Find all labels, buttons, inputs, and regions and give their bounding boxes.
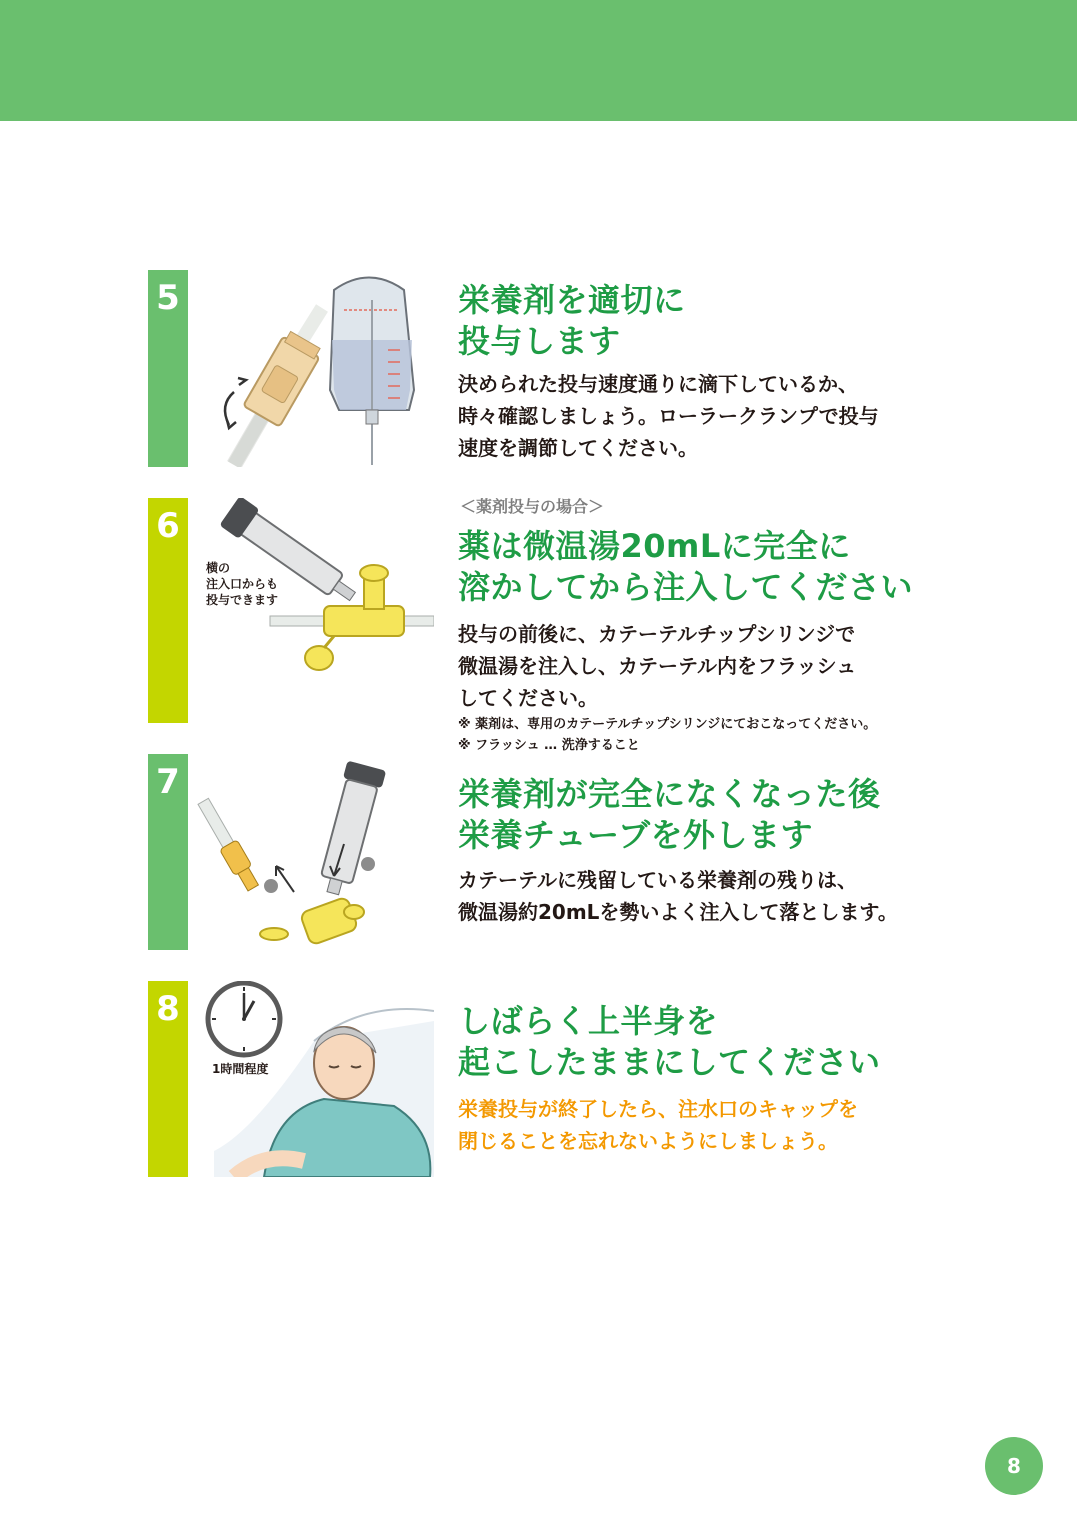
sub-label: ＜薬剤投与の場合＞ <box>460 497 605 516</box>
title-line: 薬は微温湯20mLに完全に <box>458 527 851 565</box>
body-line: 微温湯を注入し、カテーテル内をフラッシュ <box>458 654 857 678</box>
body-line: 投与の前後に、カテーテルチップシリンジで <box>458 622 856 646</box>
step-body <box>458 368 879 464</box>
callout-line: 投与できます <box>206 593 279 607</box>
title-line: 投与します <box>458 322 621 360</box>
step-number: 7 <box>156 762 180 802</box>
warning-line: 閉じることを忘れないようにしましょう。 <box>458 1129 838 1153</box>
title-line: しばらく上半身を <box>458 1002 719 1040</box>
step-title <box>458 280 686 362</box>
note-line: ※ フラッシュ … 洗浄すること <box>458 738 640 753</box>
title-line: 栄養チューブを外します <box>458 816 813 854</box>
step-5 <box>148 270 948 467</box>
title-line: 溶かしてから注入してください <box>458 568 914 606</box>
body-line: 速度を調節してください。 <box>458 436 698 460</box>
step-notes <box>458 714 876 756</box>
body-line: してください。 <box>458 686 598 710</box>
title-line: 栄養剤を適切に <box>458 281 686 319</box>
step-6 <box>148 497 948 753</box>
title-line: 栄養剤が完全になくなった後 <box>458 775 881 813</box>
body-line: 微温湯約20mLを勢いよく注入して落とします。 <box>458 900 898 924</box>
step-number: 5 <box>156 278 180 318</box>
step-title <box>458 526 913 608</box>
body-line: カテーテルに残留している栄養剤の残りは、 <box>458 868 857 892</box>
step-title <box>458 774 881 856</box>
tube-removal-syringe-illustration <box>194 754 434 950</box>
step-8 <box>148 981 948 1177</box>
syringe-side-port-illustration <box>194 498 434 723</box>
callout-line: 横の <box>206 561 231 575</box>
page-number: 8 <box>985 1437 1043 1495</box>
side-port-callout <box>206 560 278 608</box>
body-line: 決められた投与速度通りに滴下しているか、 <box>458 372 858 396</box>
title-line: 起こしたままにしてください <box>458 1043 881 1081</box>
clock-label: 1時間程度 <box>212 1062 269 1076</box>
step-number: 6 <box>156 506 180 546</box>
step-body <box>458 618 856 714</box>
step-body <box>458 864 898 928</box>
warning-line: 栄養投与が終了したら、注水口のキャップを <box>458 1097 858 1121</box>
clock-and-reclining-man-illustration <box>194 981 434 1177</box>
step-warning <box>458 1093 858 1157</box>
body-line: 時々確認しましょう。ローラークランプで投与 <box>458 404 879 428</box>
step-title <box>458 1001 881 1083</box>
note-line: ※ 薬剤は、専用のカテーテルチップシリンジにておこなってください。 <box>458 717 877 732</box>
step-number: 8 <box>156 989 180 1029</box>
callout-line: 注入口からも <box>206 577 279 591</box>
step-7 <box>148 754 948 950</box>
header-band <box>0 0 1077 121</box>
roller-clamp-and-feeding-bag-illustration <box>194 270 434 467</box>
